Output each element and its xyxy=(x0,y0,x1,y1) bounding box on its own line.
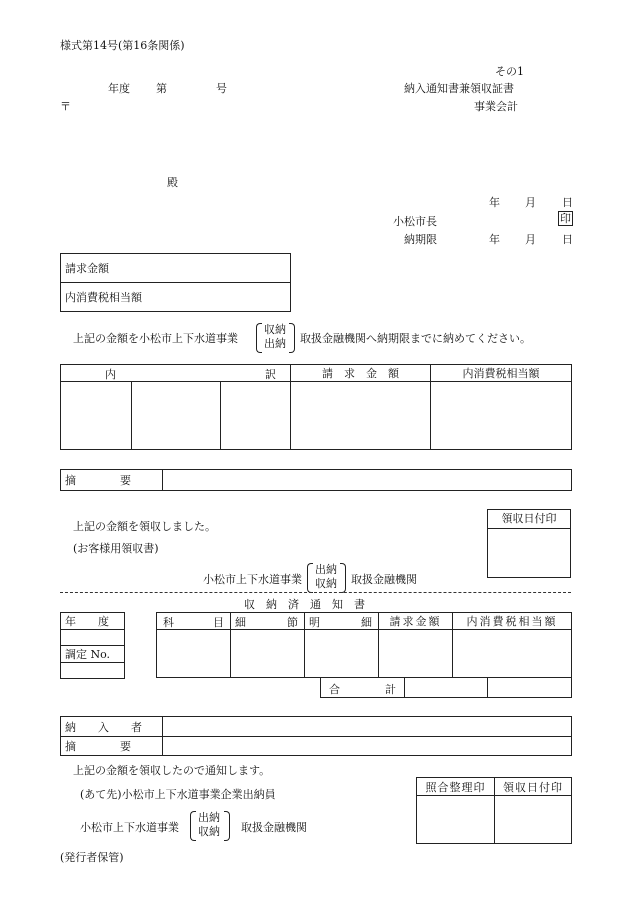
header-sai: 細 xyxy=(235,616,246,629)
addressee-line: (あて先)小松市上下水道事業企業出納員 xyxy=(80,788,276,801)
breakdown-header-cell xyxy=(61,365,291,382)
header-kamoku xyxy=(157,613,231,630)
date-month: 月 xyxy=(525,196,536,209)
form-number: 様式第14号(第16条関係) xyxy=(60,39,185,52)
chotei-label: 調定 No. xyxy=(61,646,125,663)
receipt-date-stamp2-label: 領収日付印 xyxy=(495,778,572,796)
fiscal-year-label: 年度 xyxy=(108,82,130,95)
deadline-month: 月 xyxy=(525,233,536,246)
settled-notice-title: 収 納 済 通 知 書 xyxy=(244,598,365,611)
remarks-label: 摘 要 xyxy=(61,470,163,491)
deadline-day: 日 xyxy=(562,233,573,246)
total-label xyxy=(321,678,405,698)
payer-table xyxy=(60,716,572,756)
header-tax-amount: 内消費税相当額 xyxy=(453,613,572,630)
year-chotei-table xyxy=(60,612,125,679)
header-seikyu-amount: 請求金額 xyxy=(379,613,453,630)
chotei-value xyxy=(61,663,125,679)
year-label: 年 度 xyxy=(61,613,125,630)
left-brace xyxy=(256,323,262,353)
payer-value xyxy=(163,717,572,737)
breakdown-table xyxy=(60,364,572,450)
left-brace xyxy=(307,563,313,593)
date-day: 日 xyxy=(562,196,573,209)
total-tax xyxy=(488,678,572,698)
bank-label: 取扱金融機関 xyxy=(351,573,417,586)
remarks2-label: 摘 要 xyxy=(61,737,163,756)
choice-shutsuno: 出納 xyxy=(315,563,337,576)
account-cell xyxy=(453,630,572,678)
bureau-name: 小松市上下水道事業 xyxy=(203,573,302,586)
header-setsu: 節 xyxy=(287,616,298,629)
choice-suino: 収納 xyxy=(315,577,337,590)
account-label: 事業会計 xyxy=(474,100,518,113)
choice-suino: 収納 xyxy=(198,825,220,838)
breakdown-cell xyxy=(221,382,291,450)
receipt-date-stamp-box xyxy=(487,509,571,578)
payment-notice-prefix: 上記の金額を小松市上下水道事業 xyxy=(73,332,238,345)
bureau-choice xyxy=(264,323,286,351)
breakdown-cell xyxy=(291,382,431,450)
header-sai2: 細 xyxy=(361,616,372,629)
copy-number: その1 xyxy=(495,65,524,78)
choice-shutsuno: 出納 xyxy=(198,811,220,824)
collation-stamp-label: 照合整理印 xyxy=(417,778,495,796)
right-brace xyxy=(289,323,295,353)
account-table xyxy=(156,612,572,678)
date-year: 年 xyxy=(489,196,500,209)
bureau-choice xyxy=(198,811,220,839)
amount-box xyxy=(60,253,291,312)
header-moku: 目 xyxy=(213,616,224,629)
left-brace xyxy=(190,811,196,841)
seal-mark: 印 xyxy=(560,212,571,225)
bureau-name-bottom: 小松市上下水道事業 xyxy=(80,821,179,834)
payment-notice-suffix: 取扱金融機関へ納期限までに納めてください。 xyxy=(300,332,531,345)
header-wake: 訳 xyxy=(265,368,276,381)
choice-suino: 収納 xyxy=(264,323,286,336)
account-cell xyxy=(231,630,305,678)
breakdown-cell xyxy=(431,382,572,450)
header-meisai xyxy=(305,613,379,630)
account-cell xyxy=(305,630,379,678)
header-saisetsu xyxy=(231,613,305,630)
mayor-title: 小松市長 xyxy=(393,215,437,228)
header-tax: 内消費税相当額 xyxy=(431,365,572,382)
postal-mark: 〒 xyxy=(60,100,71,113)
number-prefix: 第 xyxy=(156,82,167,95)
total-go: 合 xyxy=(329,683,340,696)
stamp-table xyxy=(416,777,572,844)
breakdown-cell xyxy=(61,382,132,450)
bureau-choice xyxy=(315,563,337,591)
deadline-label: 納期限 xyxy=(404,233,437,246)
document-title: 納入通知書兼領収証書 xyxy=(404,82,514,95)
right-brace xyxy=(340,563,346,593)
year-value xyxy=(61,630,125,646)
total-kei: 計 xyxy=(385,683,396,696)
billing-amount-label: 請求金額 xyxy=(61,254,291,283)
remarks-table xyxy=(60,469,572,491)
breakdown-cell xyxy=(132,382,221,450)
deadline-year: 年 xyxy=(489,233,500,246)
cut-line xyxy=(60,592,571,593)
header-uchi: 内 xyxy=(105,368,116,381)
total-table xyxy=(320,677,572,698)
receipt-date-stamp2-area xyxy=(495,796,572,844)
receipt-date-stamp-label: 領収日付印 xyxy=(488,510,570,529)
bank-label-bottom: 取扱金融機関 xyxy=(241,821,307,834)
payer-label: 納 入 者 xyxy=(61,717,163,737)
issuer-keep-label: (発行者保管) xyxy=(60,851,124,864)
tax-equivalent-label: 内消費税相当額 xyxy=(61,283,291,312)
collation-stamp-area xyxy=(417,796,495,844)
account-cell xyxy=(157,630,231,678)
remarks2-value xyxy=(163,737,572,756)
account-cell xyxy=(379,630,453,678)
receipt-message: 上記の金額を領収しました。 xyxy=(73,520,216,533)
notify-message: 上記の金額を領収したので通知します。 xyxy=(73,764,271,777)
choice-shutsuno: 出納 xyxy=(264,337,286,350)
customer-receipt-label: (お客様用領収書) xyxy=(73,542,159,555)
total-amount xyxy=(405,678,488,698)
right-brace xyxy=(224,811,230,841)
header-mei: 明 xyxy=(309,616,320,629)
addressee-honorific: 殿 xyxy=(167,176,178,189)
header-seikyu: 請 求 金 額 xyxy=(291,365,431,382)
remarks-value xyxy=(163,470,572,491)
header-ka: 科 xyxy=(163,616,174,629)
number-suffix: 号 xyxy=(216,82,227,95)
